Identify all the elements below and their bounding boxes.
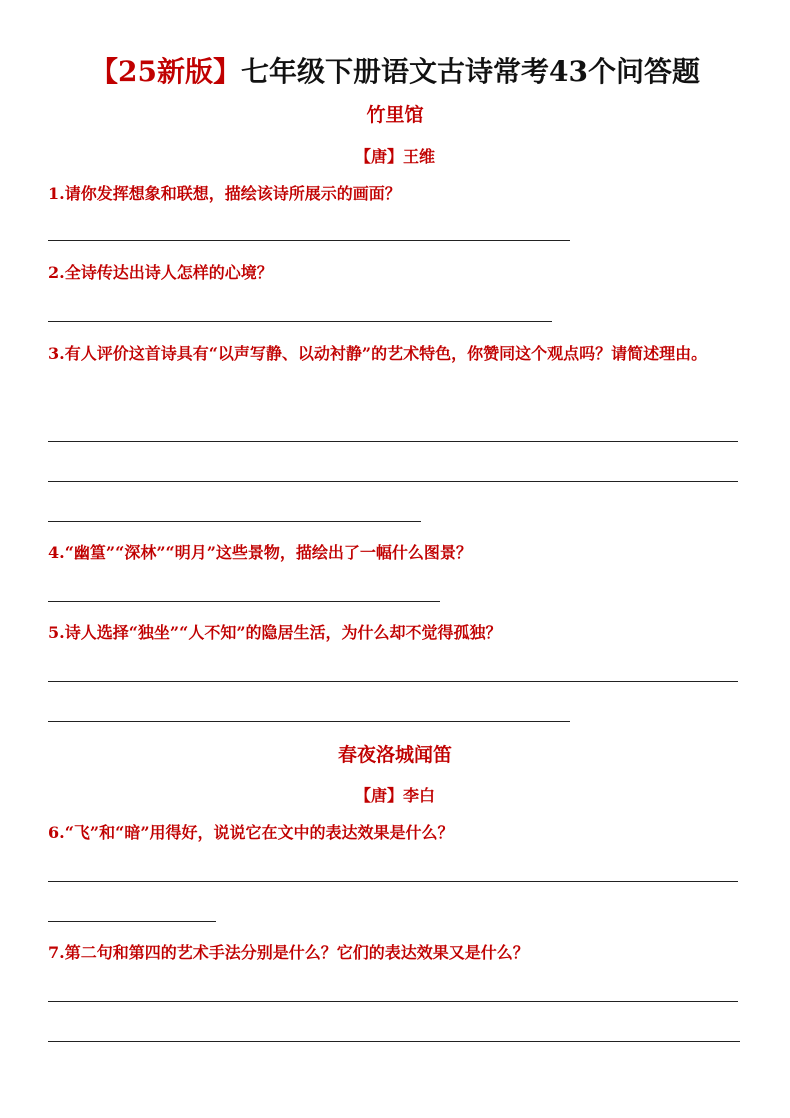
poem-author: 【唐】李白 [354, 786, 435, 805]
question-6: 6.“飞”和“暗”用得好，说说它在文中的表达效果是什么？ [48, 823, 454, 842]
question-7: 7.第二句和第四的艺术手法分别是什么？它们的表达效果又是什么？ [48, 943, 529, 962]
answer-line [48, 240, 570, 241]
answer-line [48, 681, 738, 682]
answer-line [48, 481, 738, 482]
answer-line [48, 601, 440, 602]
poem-title: 春夜洛城闻笛 [337, 744, 452, 766]
document-title [0, 50, 790, 90]
edition-tag: 【25新版】 [90, 55, 241, 88]
answer-line [48, 1001, 738, 1002]
question-5: 5.诗人选择“独坐”“人不知”的隐居生活，为什么却不觉得孤独？ [48, 623, 502, 642]
answer-line [48, 441, 738, 442]
poem-author: 【唐】王维 [354, 147, 435, 166]
answer-line [48, 521, 421, 522]
answer-line [48, 921, 216, 922]
answer-line [48, 321, 552, 322]
question-2: 2.全诗传达出诗人怎样的心境？ [48, 263, 273, 282]
question-3: 3.有人评价这首诗具有“以声写静、以动衬静”的艺术特色，你赞同这个观点吗？请简述理由。 [48, 344, 708, 363]
poem-title: 竹里馆 [366, 104, 424, 126]
question-1: 1.请你发挥想象和联想，描绘该诗所展示的画面？ [48, 184, 401, 203]
answer-line [48, 1041, 740, 1042]
title-text: 七年级下册语文古诗常考43个问答题 [241, 55, 700, 88]
answer-line [48, 881, 738, 882]
question-4: 4.“幽篁”“深林”“明月”这些景物，描绘出了一幅什么图景？ [48, 543, 472, 562]
answer-line [48, 721, 570, 722]
